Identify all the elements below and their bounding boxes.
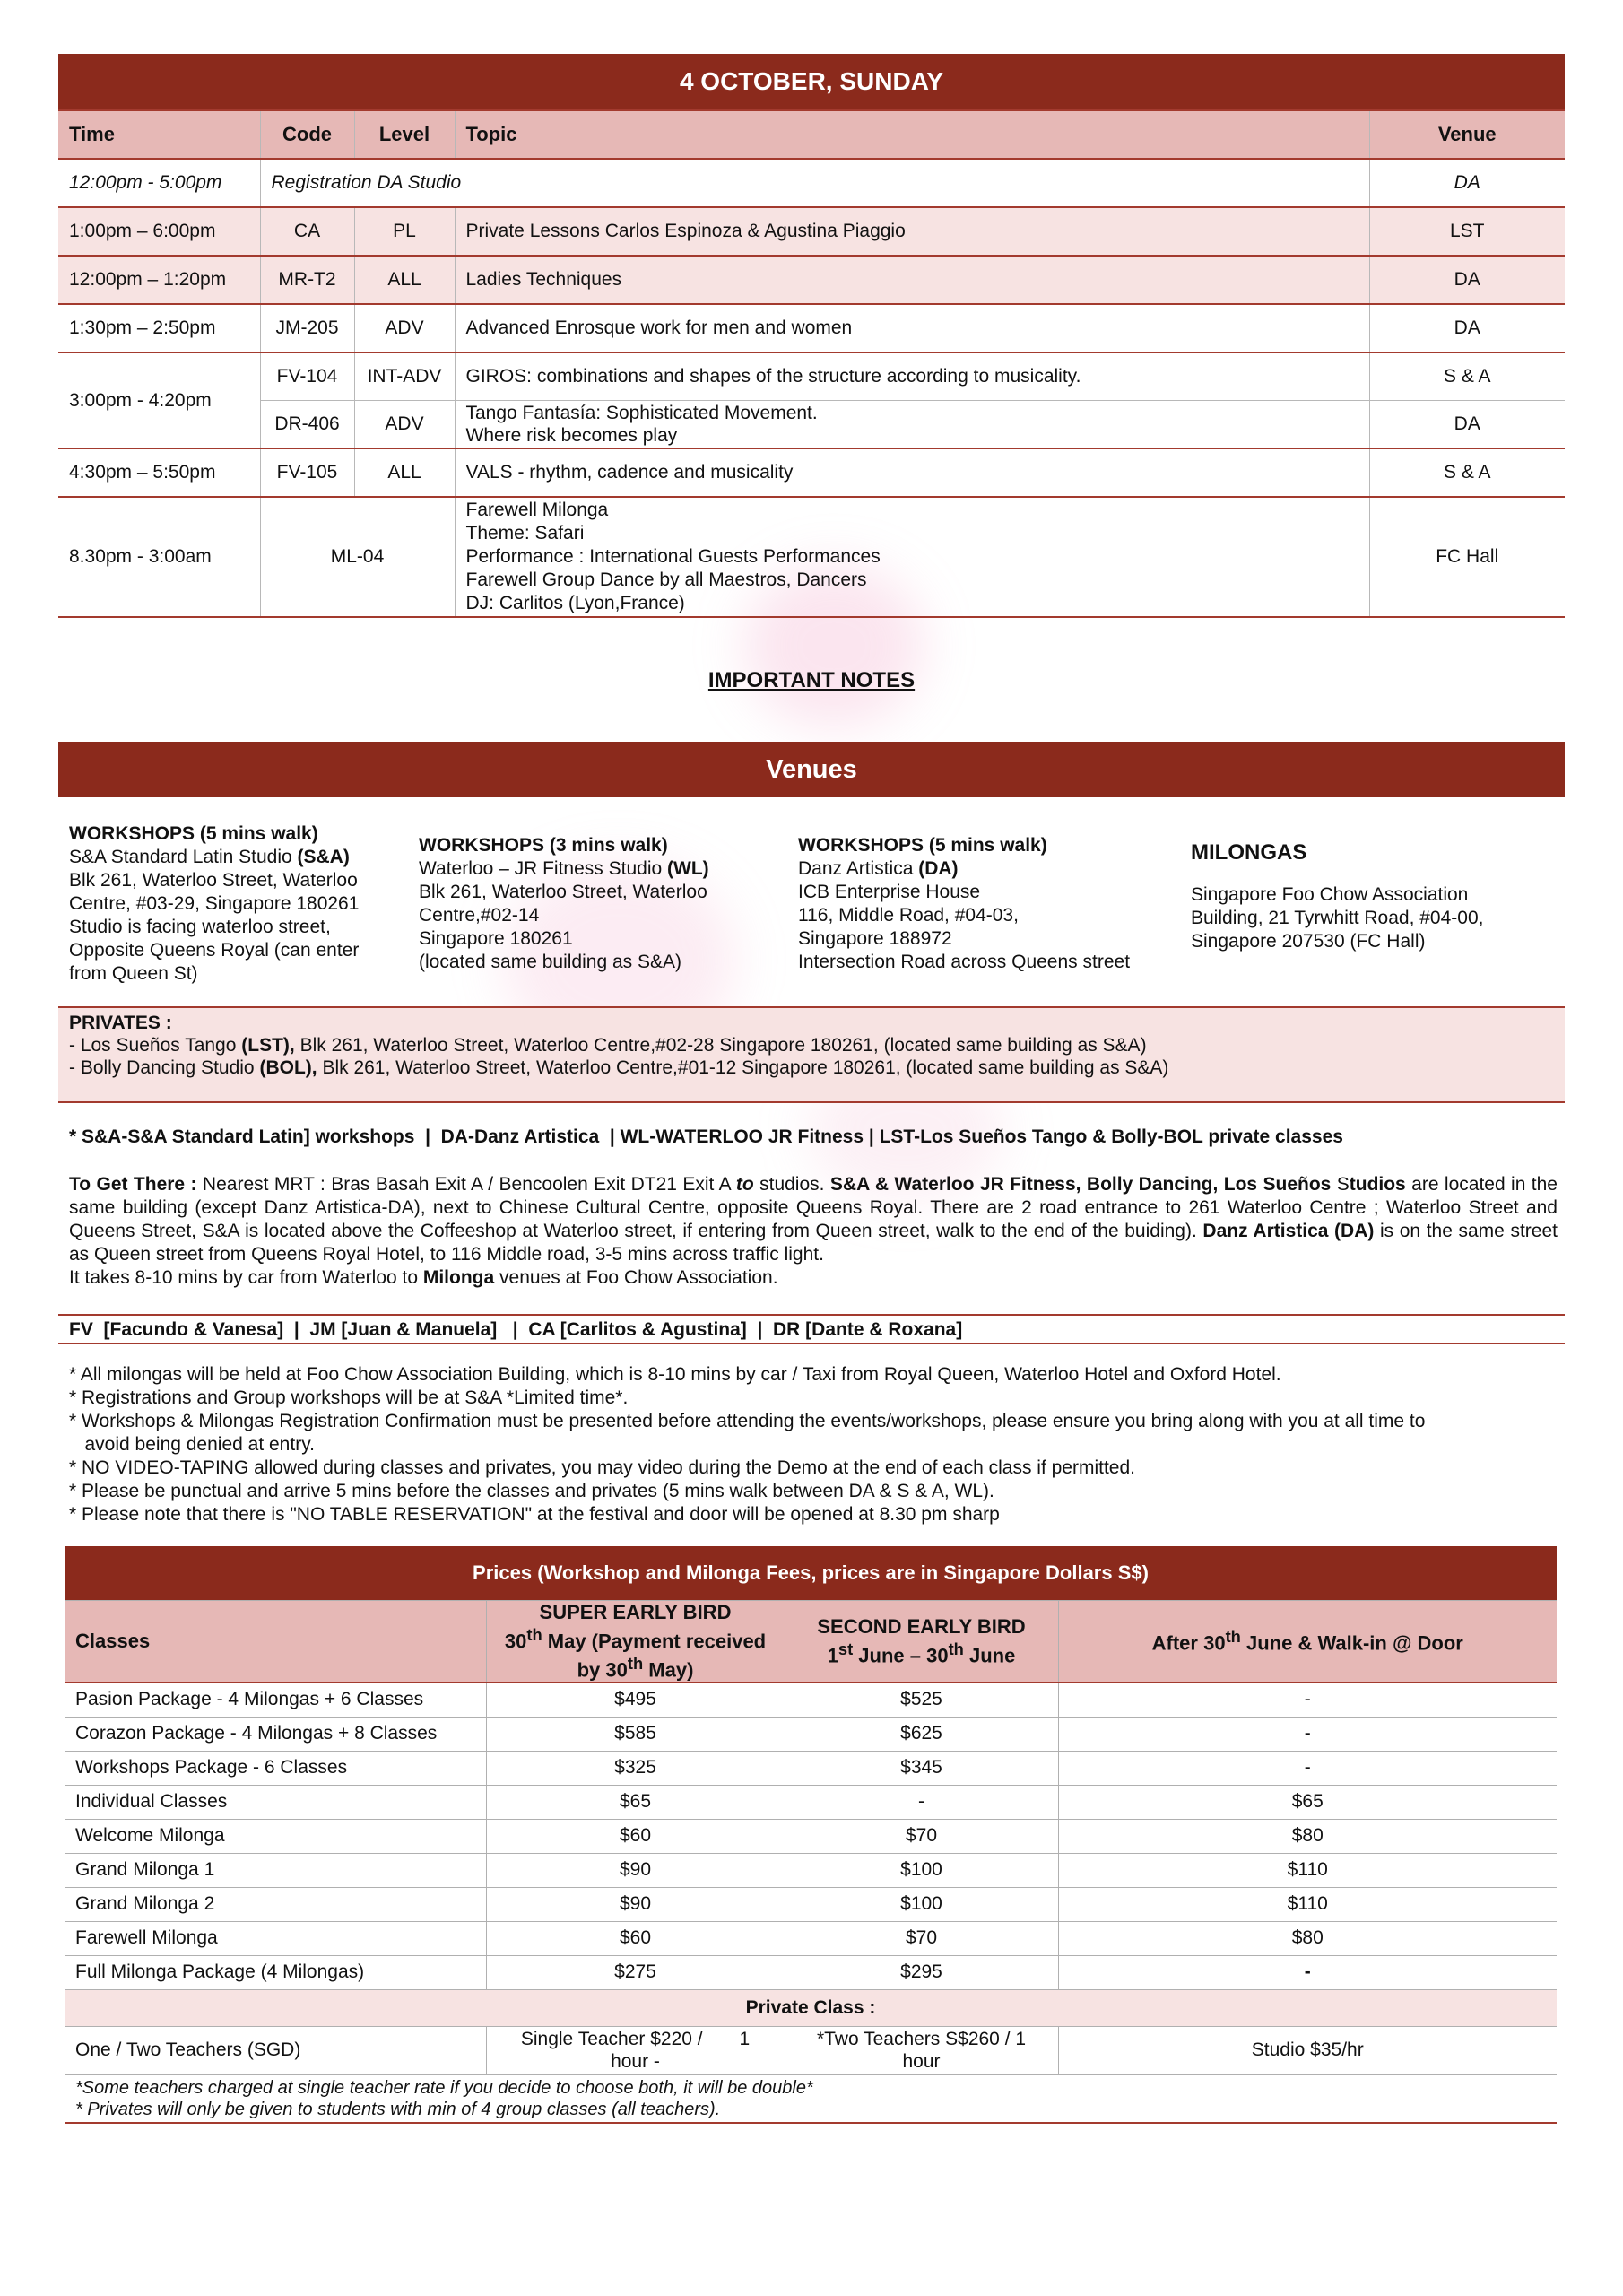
header-sup: th [526, 1625, 542, 1644]
venue-code: (DA) [918, 858, 959, 879]
row-code: JM-205 [260, 304, 354, 352]
directions-text: is on the same street as Queen street from Queens Royal Hotel, to 116 Middle road, 3-5 mins across traffic light. [69, 1221, 1558, 1265]
row-venue: DA [1369, 159, 1565, 207]
venue-line: Blk 261, Waterloo Street, Waterloo [419, 882, 707, 902]
row-topic: GIROS: combinations and shapes of the structure according to musicality. [455, 352, 1369, 400]
directions-text: are located in the same building (except Danz Artistica-DA), next to Chinese Cultural Centre, opposite Queens Royal. There are 2 road entrance to 261 Waterloo Centre ; Waterloo Street and Queens Street, S&A is located above the Coffeeshop at Waterloo street, if entering from Queen street, walk to the end of the buiding). [69, 1174, 1558, 1241]
table-row [58, 256, 1565, 304]
price-single-teacher [486, 2026, 785, 2074]
price-second: $345 [785, 1751, 1058, 1785]
row-level: ADV [354, 400, 455, 448]
directions-text: tudios [1349, 1174, 1406, 1195]
venue-line: S&A Standard Latin Studio [69, 847, 298, 867]
note-item: avoid being denied at entry. [69, 1434, 315, 1455]
row-topic: VALS - rhythm, cadence and musicality [455, 448, 1369, 497]
table-row [65, 1751, 1557, 1785]
price-super: $275 [486, 1955, 785, 1989]
venue-line: Studio is facing waterloo street, [69, 917, 331, 937]
venue-line: Building, 21 Tyrwhitt Road, #04-00, [1191, 908, 1484, 928]
row-venue: DA [1369, 304, 1565, 352]
price-super: $65 [486, 1785, 785, 1819]
header-sup: th [627, 1654, 644, 1674]
topic-line: Theme: Safari [465, 523, 585, 544]
price-super: $60 [486, 1819, 785, 1853]
price-super: $90 [486, 1853, 785, 1887]
header-time: Time [58, 110, 260, 159]
row-time: 3:00pm - 4:20pm [58, 352, 260, 448]
directions-text: to [735, 1174, 754, 1195]
price-second: $70 [785, 1819, 1058, 1853]
topic-line: DJ: Carlitos (Lyon,France) [465, 593, 685, 613]
prices-header-row [65, 1601, 1557, 1683]
price-two-teachers [785, 2026, 1058, 2074]
row-level: INT-ADV [354, 352, 455, 400]
price-class: Pasion Package - 4 Milongas + 6 Classes [65, 1683, 486, 1718]
header-second-early [785, 1601, 1058, 1683]
price-super: $325 [486, 1751, 785, 1785]
table-row [58, 304, 1565, 352]
important-notes-heading: IMPORTANT NOTES [707, 668, 916, 692]
private-class-heading: Private Class : [65, 1989, 1557, 2026]
price-line: hour - [611, 2051, 660, 2073]
venue-line: from Queen St) [69, 963, 198, 984]
row-code: DR-406 [260, 400, 354, 448]
venue-heading: WORKSHOPS (3 mins walk) [419, 835, 668, 856]
price-after: - [1058, 1717, 1557, 1751]
price-line: hour [902, 2051, 941, 2073]
venue-milongas [1191, 841, 1549, 953]
header-classes: Classes [65, 1601, 486, 1683]
price-class: Corazon Package - 4 Milongas + 8 Classes [65, 1717, 486, 1751]
header-line: After 30 [1151, 1631, 1226, 1655]
price-class: Welcome Milonga [65, 1819, 486, 1853]
price-class: Full Milonga Package (4 Milongas) [65, 1955, 486, 1989]
venue-code: (WL) [667, 858, 709, 879]
schedule-table [58, 54, 1565, 618]
table-row [65, 1717, 1557, 1751]
private-code: (LST), [241, 1035, 295, 1056]
row-venue: DA [1369, 400, 1565, 448]
price-second: $100 [785, 1853, 1058, 1887]
price-after: $65 [1058, 1785, 1557, 1819]
price-class: Workshops Package - 6 Classes [65, 1751, 486, 1785]
price-class: Grand Milonga 2 [65, 1887, 486, 1921]
price-after: $110 [1058, 1887, 1557, 1921]
table-row [65, 1785, 1557, 1819]
venue-line: Blk 261, Waterloo Street, Waterloo [69, 870, 358, 891]
directions-text: It takes 8-10 mins by car from Waterloo to [69, 1267, 423, 1288]
note-item: * Please note that there is "NO TABLE RESERVATION" at the festival and door will be opened at 8.30 pm sharp [69, 1504, 1000, 1525]
price-second: $625 [785, 1717, 1058, 1751]
header-super-early [486, 1601, 785, 1683]
row-topic: Registration DA Studio [260, 159, 1369, 207]
table-row [58, 400, 1565, 448]
notes-list [69, 1363, 1558, 1526]
row-level: ALL [354, 256, 455, 304]
price-after: $110 [1058, 1853, 1557, 1887]
venue-sa [69, 822, 410, 986]
venue-line: Singapore Foo Chow Association [1191, 884, 1469, 905]
header-line: 30 [504, 1630, 527, 1653]
table-row [58, 497, 1565, 617]
row-topic: Advanced Enrosque work for men and women [455, 304, 1369, 352]
row-code: FV-105 [260, 448, 354, 497]
private-line: - Bolly Dancing Studio [69, 1057, 260, 1078]
price-super: $90 [486, 1887, 785, 1921]
price-after: $80 [1058, 1921, 1557, 1955]
row-topic: Ladies Techniques [455, 256, 1369, 304]
table-row [65, 1819, 1557, 1853]
venue-line: Centre,#02-14 [419, 905, 540, 926]
topic-line: Farewell Milonga [465, 500, 609, 520]
row-level: PL [354, 207, 455, 256]
directions-text: Danz Artistica (DA) [1202, 1221, 1375, 1241]
price-line: Single Teacher $220 / 1 [520, 2029, 751, 2050]
table-row [65, 1683, 1557, 1718]
table-row [58, 159, 1565, 207]
venue-line: Waterloo – JR Fitness Studio [419, 858, 667, 879]
row-level: ADV [354, 304, 455, 352]
venue-line: Singapore 188972 [798, 928, 952, 949]
row-code: ML-04 [260, 497, 455, 617]
prices-table [65, 1546, 1557, 2124]
table-row [58, 207, 1565, 256]
topic-line: Tango Fantasía: Sophisticated Movement. [465, 402, 818, 423]
private-code: (BOL), [259, 1057, 317, 1078]
price-class: Grand Milonga 1 [65, 1853, 486, 1887]
directions-text: S [1331, 1174, 1350, 1195]
venue-heading: WORKSHOPS (5 mins walk) [69, 823, 318, 844]
header-topic: Topic [455, 110, 1369, 159]
row-venue: S & A [1369, 448, 1565, 497]
prices-title: Prices (Workshop and Milonga Fees, prices are in Singapore Dollars S$) [65, 1546, 1557, 1601]
row-code: FV-104 [260, 352, 354, 400]
header-line: SUPER EARLY BIRD [539, 1601, 732, 1623]
table-row [65, 1887, 1557, 1921]
directions-text: S&A & Waterloo JR Fitness, Bolly Dancing, Los Sueños [829, 1174, 1332, 1195]
header-line: June & Walk-in @ Door [1240, 1631, 1463, 1655]
private-class-row [65, 1989, 1557, 2026]
teacher-codes: FV [Facundo & Vanesa] | JM [Juan & Manuela] | CA [Carlitos & Agustina] | DR [Dante & Roxana] [69, 1319, 963, 1340]
header-sup: st [838, 1639, 854, 1659]
directions-paragraph [69, 1173, 1558, 1290]
price-class: Individual Classes [65, 1785, 486, 1819]
row-time: 4:30pm – 5:50pm [58, 448, 260, 497]
footnote: * Privates will only be given to students with min of 4 group classes (all teachers). [75, 2099, 721, 2119]
price-super: $60 [486, 1921, 785, 1955]
privates-heading: PRIVATES : [69, 1013, 172, 1033]
table-row [65, 2026, 1557, 2074]
directions-text: studios. [753, 1174, 830, 1195]
schedule-title: 4 OCTOBER, SUNDAY [58, 54, 1565, 110]
row-venue: LST [1369, 207, 1565, 256]
venue-heading: MILONGAS [1191, 840, 1307, 865]
row-code: CA [260, 207, 354, 256]
venue-line: Singapore 207530 (FC Hall) [1191, 931, 1426, 952]
private-line: Blk 261, Waterloo Street, Waterloo Centre,#01-12 Singapore 180261, (located same building as S&A) [317, 1057, 1169, 1078]
price-class: One / Two Teachers (SGD) [65, 2026, 486, 2074]
row-code: MR-T2 [260, 256, 354, 304]
header-line: SECOND EARLY BIRD [817, 1615, 1026, 1639]
venue-line: Singapore 180261 [419, 928, 573, 949]
header-line: by 30 [577, 1658, 628, 1682]
price-second: $525 [785, 1683, 1058, 1718]
row-venue: S & A [1369, 352, 1565, 400]
directions-text: venues at Foo Chow Association. [494, 1267, 778, 1288]
row-time: 12:00pm - 5:00pm [58, 159, 260, 207]
row-topic: Private Lessons Carlos Espinoza & Agustina Piaggio [455, 207, 1369, 256]
header-line: May) [643, 1658, 694, 1682]
price-super: $495 [486, 1683, 785, 1718]
price-second: - [785, 1785, 1058, 1819]
header-venue: Venue [1369, 110, 1565, 159]
header-line: June – 30 [853, 1644, 949, 1667]
header-sup: th [1225, 1627, 1241, 1647]
venue-da [798, 834, 1193, 974]
venue-code: (S&A) [297, 847, 350, 867]
venue-heading: WORKSHOPS (5 mins walk) [798, 835, 1047, 856]
row-venue: DA [1369, 256, 1565, 304]
directions-text: Nearest MRT : Bras Basah Exit A / Bencoolen Exit DT21 Exit A [196, 1174, 736, 1195]
row-topic [455, 497, 1369, 617]
footnote-row [65, 2074, 1557, 2123]
directions-label: To Get There : [69, 1174, 197, 1195]
price-super: $585 [486, 1717, 785, 1751]
row-time: 1:30pm – 2:50pm [58, 304, 260, 352]
price-after: - [1058, 1955, 1557, 1989]
note-item: * Please be punctual and arrive 5 mins before the classes and privates (5 mins walk between DA & S & A, WL). [69, 1481, 994, 1501]
header-sup: th [948, 1639, 964, 1659]
venue-line: Danz Artistica [798, 858, 919, 879]
footnote: *Some teachers charged at single teacher rate if you decide to choose both, it will be double* [75, 2077, 813, 2098]
table-row [65, 1955, 1557, 1989]
price-line: *Two Teachers S$260 / 1 [816, 2029, 1027, 2050]
table-row [58, 448, 1565, 497]
row-topic [455, 400, 1369, 448]
price-class: Farewell Milonga [65, 1921, 486, 1955]
venue-line: (located same building as S&A) [419, 952, 681, 972]
table-row [58, 352, 1565, 400]
header-after [1058, 1601, 1557, 1683]
price-after: - [1058, 1751, 1557, 1785]
header-level: Level [354, 110, 455, 159]
row-venue: FC Hall [1369, 497, 1565, 617]
price-second: $70 [785, 1921, 1058, 1955]
header-line: May (Payment received [542, 1630, 767, 1653]
price-second: $295 [785, 1955, 1058, 1989]
price-second: $100 [785, 1887, 1058, 1921]
price-after: $80 [1058, 1819, 1557, 1853]
divider [58, 1314, 1565, 1316]
note-item: * Registrations and Group workshops will be at S&A *Limited time*. [69, 1387, 629, 1408]
venue-line: Centre, #03-29, Singapore 180261 [69, 893, 360, 914]
header-code: Code [260, 110, 354, 159]
venue-line: 116, Middle Road, #04-03, [798, 905, 1019, 926]
row-time: 1:00pm – 6:00pm [58, 207, 260, 256]
footnotes [65, 2074, 1557, 2123]
note-item: * NO VIDEO-TAPING allowed during classes and privates, you may video during the Demo at the end of each class if permitted. [69, 1457, 1136, 1478]
private-line: Blk 261, Waterloo Street, Waterloo Centre,#02-28 Singapore 180261, (located same building as S&A) [294, 1035, 1147, 1056]
venue-wl [419, 834, 777, 974]
row-time: 12:00pm – 1:20pm [58, 256, 260, 304]
table-row [65, 1853, 1557, 1887]
venue-line: Intersection Road across Queens street [798, 952, 1131, 972]
privates-box [58, 1006, 1565, 1103]
row-time: 8.30pm - 3:00am [58, 497, 260, 617]
divider [58, 1343, 1565, 1344]
private-line: - Los Sueños Tango [69, 1035, 242, 1056]
header-line: 1 [827, 1644, 838, 1667]
row-level: ALL [354, 448, 455, 497]
topic-line: Farewell Group Dance by all Maestros, Dancers [465, 570, 867, 590]
table-row [65, 1921, 1557, 1955]
header-line: June [963, 1644, 1016, 1667]
venue-legend: * S&A-S&A Standard Latin] workshops | DA-Danz Artistica | WL-WATERLOO JR Fitness | LST-Los Sueños Tango & Bolly-BOL private classes [69, 1126, 1343, 1147]
topic-line: Performance : International Guests Performances [465, 546, 881, 567]
venue-line: Opposite Queens Royal (can enter [69, 940, 360, 961]
note-item: * Workshops & Milongas Registration Confirmation must be presented before attending the events/workshops, please ensure you bring along with you at all time to [69, 1411, 1426, 1431]
directions-text: Milonga [422, 1267, 495, 1288]
venues-banner: Venues [58, 742, 1565, 797]
price-studio: Studio $35/hr [1058, 2026, 1557, 2074]
note-item: * All milongas will be held at Foo Chow Association Building, which is 8-10 mins by car / Taxi from Royal Queen, Waterloo Hotel and Oxford Hotel. [69, 1364, 1281, 1385]
topic-line: Where risk becomes play [465, 424, 678, 446]
venue-line: ICB Enterprise House [798, 882, 981, 902]
price-after: - [1058, 1683, 1557, 1718]
schedule-header-row [58, 110, 1565, 159]
